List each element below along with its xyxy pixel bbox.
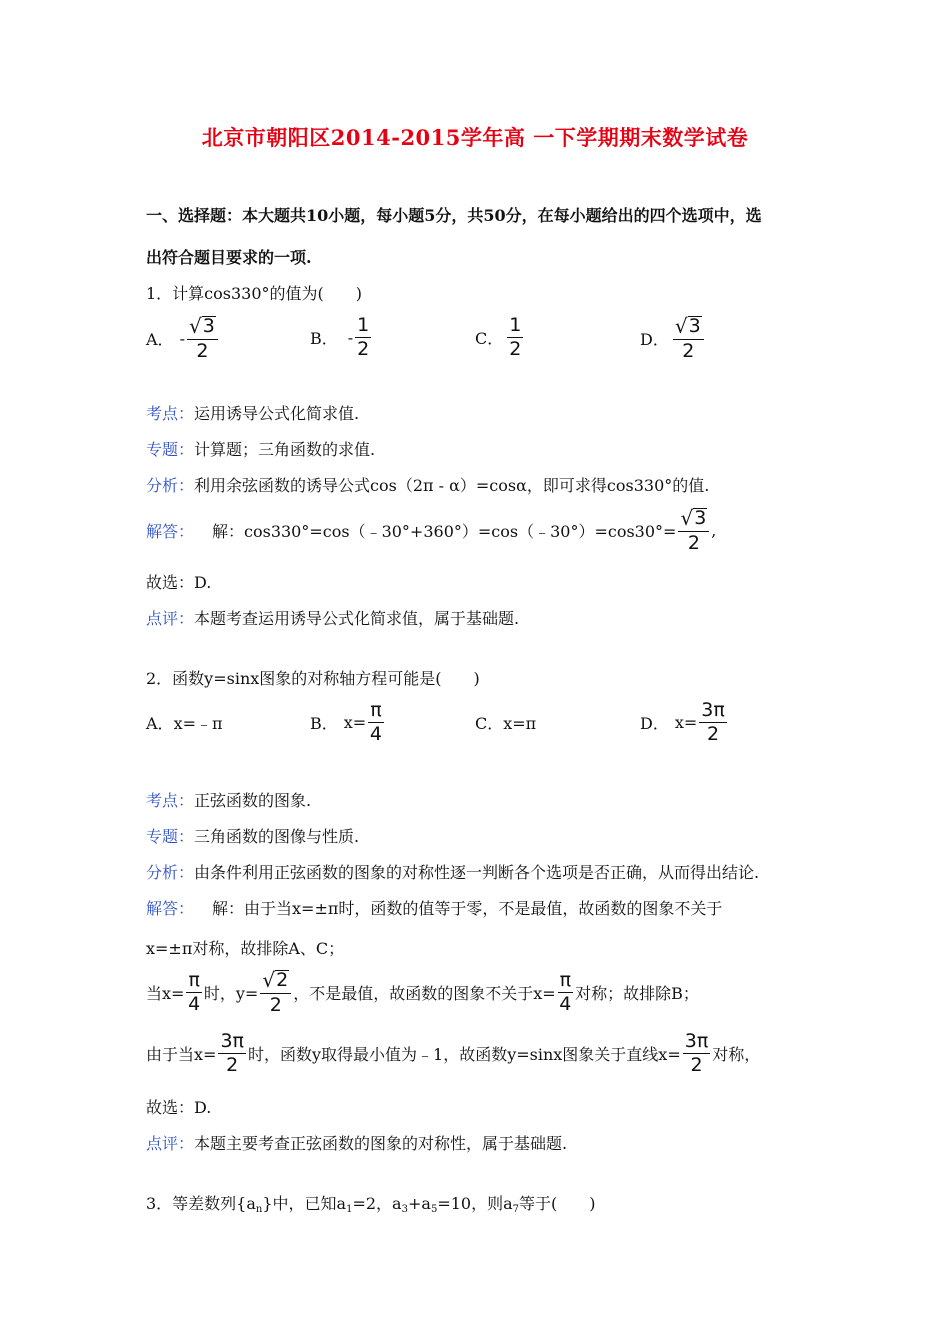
- q1-zhuanti: [146, 437, 375, 460]
- question-2-stem: 2．函数y=sinx图象的对称轴方程可能是( ): [146, 669, 480, 688]
- option-text: x=﹣π: [173, 714, 223, 733]
- numerator: 3π: [220, 1030, 244, 1052]
- text-segment: =2，a: [352, 1194, 402, 1213]
- minus-sign: -: [347, 328, 354, 347]
- denominator: 2: [707, 723, 720, 745]
- q2-fenxi: [146, 860, 759, 883]
- text-segment: 时，y=: [203, 984, 259, 1003]
- fraction: [699, 701, 727, 744]
- subscript: n: [255, 1204, 263, 1215]
- fraction: [186, 971, 201, 1014]
- q2-jieda-line1: [146, 896, 722, 919]
- denominator: 2: [690, 1054, 703, 1076]
- option-label: C．: [475, 714, 504, 733]
- numerator: 1: [357, 314, 370, 336]
- text-segment: 对称，: [712, 1045, 761, 1064]
- fraction: [673, 316, 704, 361]
- question-1-stem: 1．计算cos330°的值为( ): [146, 284, 363, 303]
- text-segment: 由于当x=: [146, 1045, 217, 1064]
- jieda-tail: ,: [711, 521, 717, 540]
- dianping-text: 本题考查运用诱导公式化简求值，属于基础题.: [194, 609, 520, 628]
- q2-answer: 故选：D.: [146, 1098, 212, 1117]
- denominator: 4: [369, 723, 382, 745]
- kaodian-label: 考点：: [146, 404, 195, 423]
- text-segment: 对称；故排除B；: [575, 984, 699, 1003]
- jieda-text: 解：cos330°=cos（﹣30°+360°）=cos（﹣30°）=cos30°=: [212, 522, 677, 541]
- q1-option-b: [310, 316, 373, 359]
- option-text: x=π: [503, 714, 537, 733]
- numerator: 3π: [701, 699, 725, 721]
- denominator: 2: [357, 338, 370, 360]
- fenxi-text: 由条件利用正弦函数的图象的对称性逐一判断各个选项是否正确，从而得出结论.: [194, 863, 760, 882]
- q2-jieda-line2: x=±π对称，故排除A、C；: [146, 939, 345, 958]
- denominator: 2: [269, 994, 282, 1016]
- q1-fenxi: [146, 473, 709, 496]
- subscript: 5: [430, 1204, 438, 1215]
- option-label: A．: [146, 714, 174, 733]
- section-heading-line2: 出符合题目要求的一项.: [146, 248, 312, 267]
- numerator: 1: [509, 314, 522, 336]
- sqrt-symbol: √: [680, 506, 694, 530]
- page-title: 北京市朝阳区2014-2015学年高 一下学期期末数学试卷: [201, 125, 749, 150]
- q1-kaodian: [146, 401, 359, 424]
- q2-option-a: [146, 711, 223, 734]
- text-segment: =10，则a: [437, 1194, 513, 1213]
- numerator: π: [559, 969, 572, 991]
- fenxi-label: 分析：: [146, 476, 195, 495]
- q2-kaodian: [146, 788, 311, 811]
- kaodian-text: 正弦函数的图象.: [194, 791, 312, 810]
- q1-option-d: [640, 316, 706, 361]
- text-segment: 时，函数y取得最小值为﹣1，故函数y=sinx图象关于直线x=: [247, 1045, 681, 1064]
- fraction: [507, 316, 523, 359]
- text-segment: 3．等差数列{a: [146, 1194, 256, 1213]
- zhuanti-label: 专题：: [146, 440, 195, 459]
- kaodian-text: 运用诱导公式化简求值.: [194, 404, 360, 423]
- q1-jieda: [146, 508, 716, 553]
- jieda-label: 解答：: [146, 522, 195, 541]
- minus-sign: -: [179, 329, 185, 348]
- denominator: 4: [188, 993, 201, 1015]
- q2-jieda-line3: [146, 970, 699, 1015]
- q2-jieda-line4: [146, 1032, 760, 1075]
- fraction: [368, 701, 383, 744]
- jieda-text: 解：由于当x=±π时，函数的值等于零，不是最值，故函数的图象不关于: [212, 899, 723, 918]
- denominator: 2: [509, 338, 522, 360]
- option-label: A．: [146, 330, 174, 349]
- q1-option-c: [475, 316, 525, 359]
- q1-answer: 故选：D.: [146, 573, 212, 592]
- subscript: 1: [346, 1204, 353, 1215]
- kaodian-label: 考点：: [146, 791, 195, 810]
- fenxi-text: 利用余弦函数的诱导公式cos（2π - α）=cosα，即可求得cos330°的值.: [194, 476, 710, 495]
- fraction: [187, 316, 218, 361]
- numerator: π: [188, 969, 200, 991]
- q2-dianping: [146, 1131, 567, 1154]
- fraction: [260, 970, 291, 1015]
- q1-dianping: [146, 606, 519, 629]
- fraction: [678, 508, 709, 553]
- option-label: D．: [640, 714, 669, 733]
- dianping-label: 点评：: [146, 1134, 195, 1153]
- option-label: D．: [640, 330, 669, 349]
- radicand: 3: [694, 507, 707, 529]
- jieda-label: 解答：: [146, 899, 195, 918]
- sqrt-symbol: √: [674, 314, 688, 338]
- option-label: C．: [475, 329, 504, 348]
- option-label: B．: [310, 329, 338, 348]
- text-segment: 当x=: [146, 984, 185, 1003]
- fenxi-label: 分析：: [146, 863, 195, 882]
- zhuanti-label: 专题：: [146, 827, 195, 846]
- option-label: B．: [310, 714, 338, 733]
- dianping-label: 点评：: [146, 609, 195, 628]
- q2-option-b: [310, 701, 386, 744]
- text-segment: +a: [407, 1194, 431, 1213]
- section-heading-line1: 一、选择题：本大题共10小题，每小题5分，共50分，在每小题给出的四个选项中，选: [146, 206, 762, 225]
- option-prefix: x=: [674, 713, 698, 732]
- denominator: 2: [687, 532, 700, 554]
- question-3-stem: [146, 1191, 596, 1215]
- fraction: [558, 971, 573, 1014]
- option-prefix: x=: [343, 713, 367, 732]
- zhuanti-text: 计算题；三角函数的求值.: [194, 440, 376, 459]
- text-segment: 等于( ): [519, 1194, 596, 1213]
- radicand: 3: [202, 315, 215, 337]
- radicand: 3: [688, 315, 701, 337]
- zhuanti-text: 三角函数的图像与性质.: [194, 827, 360, 846]
- q2-option-c: [475, 711, 536, 734]
- fraction: [218, 1032, 246, 1075]
- denominator: 4: [559, 993, 572, 1015]
- numerator: 3π: [684, 1030, 709, 1052]
- text-segment: }中，已知a: [262, 1194, 347, 1213]
- sqrt-symbol: √: [188, 314, 202, 338]
- subscript: 7: [512, 1204, 519, 1215]
- fraction: [355, 316, 371, 359]
- q1-option-a: [146, 316, 220, 361]
- denominator: 2: [226, 1054, 239, 1076]
- sqrt-symbol: √: [262, 968, 276, 992]
- radicand: 2: [276, 969, 289, 991]
- subscript: 3: [401, 1204, 408, 1215]
- dianping-text: 本题主要考查正弦函数的图象的对称性，属于基础题.: [194, 1134, 568, 1153]
- fraction: [683, 1032, 711, 1075]
- denominator: 2: [682, 340, 695, 362]
- numerator: π: [370, 699, 382, 721]
- q2-option-d: [640, 701, 729, 744]
- denominator: 2: [196, 340, 209, 362]
- q2-zhuanti: [146, 824, 359, 847]
- text-segment: ，不是最值，故函数的图象不关于x=: [293, 984, 556, 1003]
